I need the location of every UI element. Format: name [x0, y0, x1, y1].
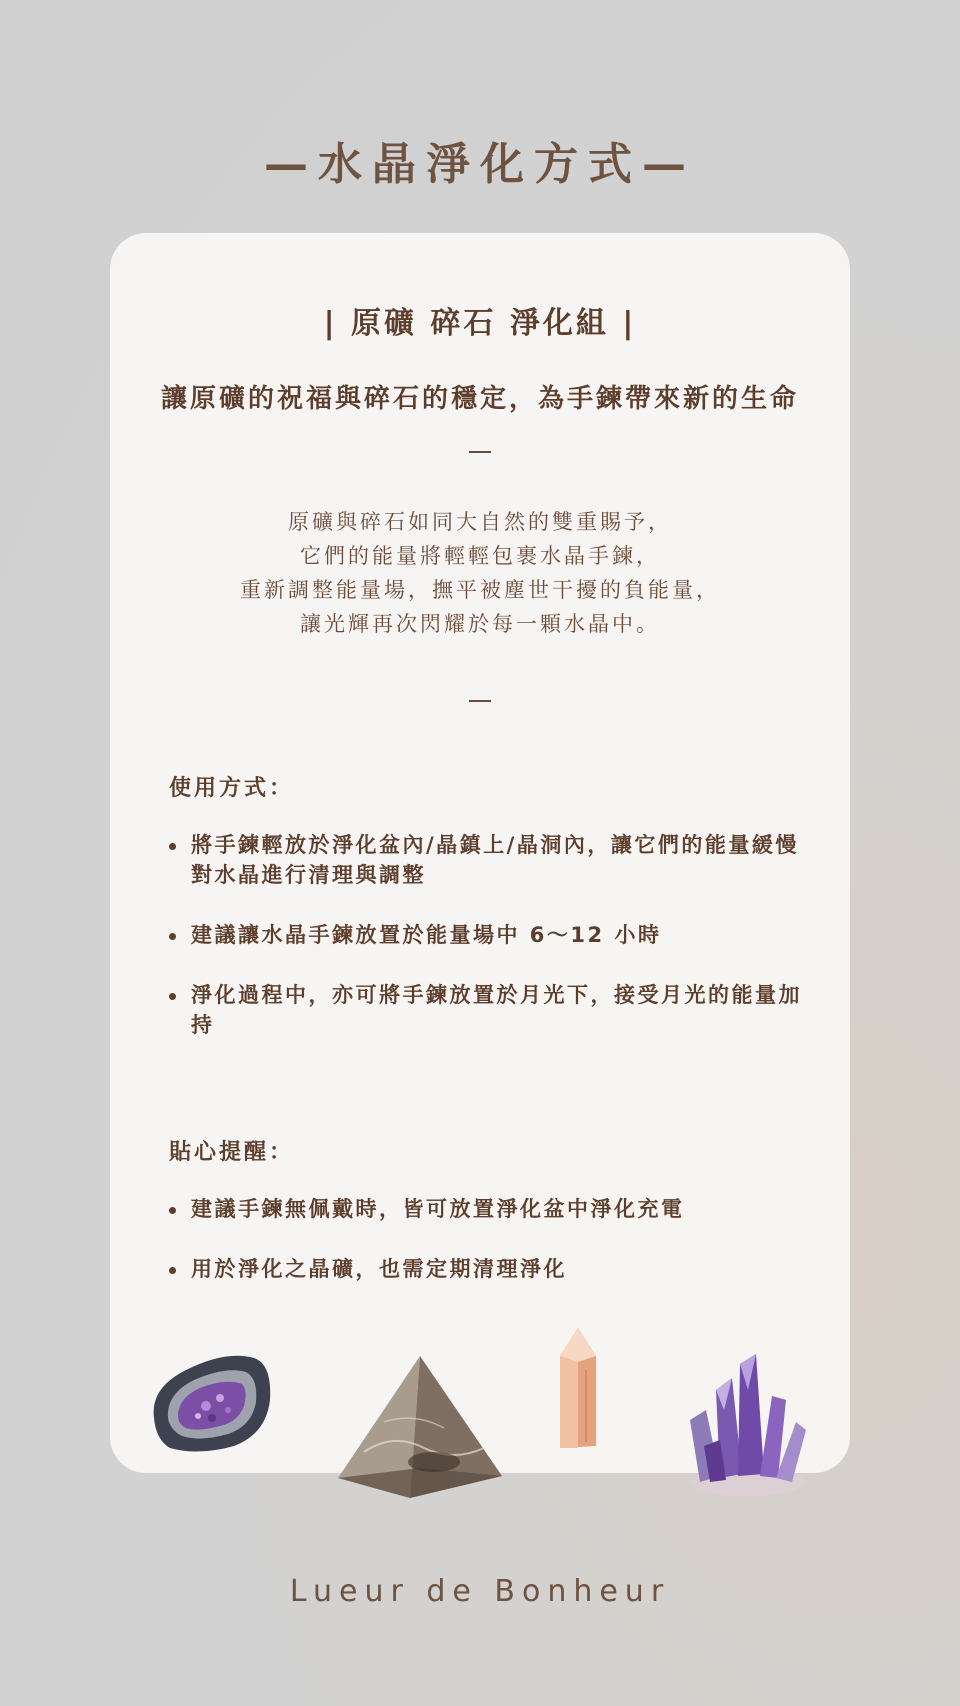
- divider-dash: [469, 700, 491, 702]
- brand-footer: Lueur de Bonheur: [289, 1574, 671, 1609]
- list-item: 用於淨化之晶礦，也需定期清理淨化: [169, 1254, 819, 1284]
- tips-heading: 貼心提醒：: [169, 1140, 295, 1165]
- list-item: 將手鍊輕放於淨化盆內/晶鎮上/晶洞內，讓它們的能量緩慢對水晶進行清理與調整: [169, 830, 819, 890]
- peach-crystal-point-icon: [552, 1326, 604, 1452]
- list-item: 建議讓水晶手鍊放置於能量場中 6～12 小時: [169, 920, 819, 950]
- intro-line: 重新調整能量場，撫平被塵世干擾的負能量，: [240, 578, 720, 602]
- intro-paragraph: [0, 505, 960, 641]
- divider-dash: [469, 451, 491, 453]
- intro-line: 它們的能量將輕輕包裹水晶手鍊，: [300, 544, 660, 568]
- smoky-quartz-pyramid-icon: [334, 1352, 506, 1502]
- amethyst-geode-icon: [146, 1348, 276, 1458]
- usage-heading: 使用方式：: [169, 776, 295, 801]
- card-title: | 原礦 碎石 淨化組 |: [323, 306, 637, 341]
- list-item: 淨化過程中，亦可將手鍊放置於月光下，接受月光的能量加持: [169, 980, 819, 1040]
- intro-line: 讓光輝再次閃耀於每一顆水晶中。: [300, 612, 660, 636]
- intro-line: 原礦與碎石如同大自然的雙重賜予，: [288, 510, 672, 534]
- usage-list: [169, 830, 819, 1040]
- list-item: 建議手鍊無佩戴時，皆可放置淨化盆中淨化充電: [169, 1194, 819, 1224]
- amethyst-cluster-icon: [680, 1350, 814, 1500]
- tips-list: [169, 1194, 819, 1284]
- page-title: —水晶淨化方式—: [264, 139, 696, 190]
- tagline: 讓原礦的祝福與碎石的穩定，為手鍊帶來新的生命: [160, 384, 799, 414]
